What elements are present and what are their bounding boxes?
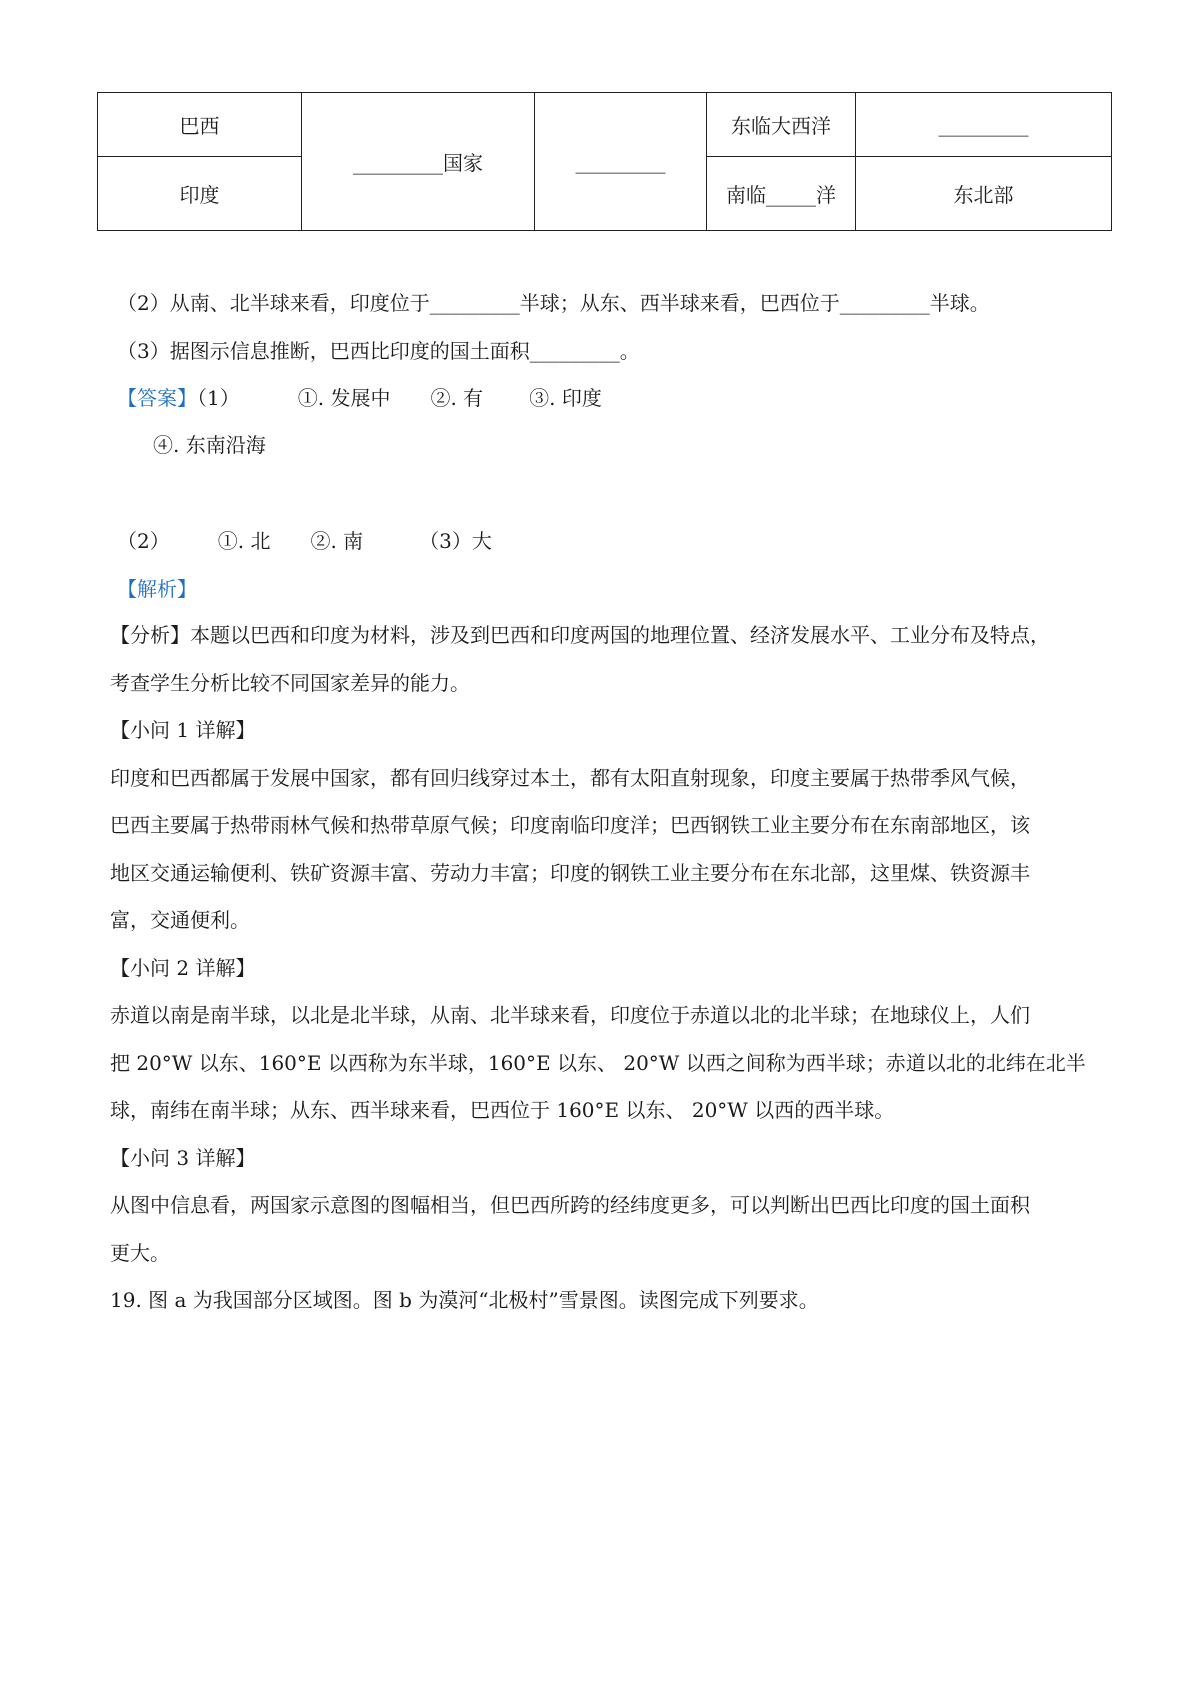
cell-country-type: _________国家 [302,93,535,231]
sub3-line: 从图中信息看，两国家示意图的图幅相当，但巴西所跨的经纬度更多，可以判断出巴西比印度的国土面积 [110,1193,1030,1217]
sub3-heading: 【小问 3 详解】 [110,1145,256,1170]
answer-tag: 【答案】 [117,386,197,410]
question-2: （2）从南、北半球来看，印度位于_________半球；从东、西半球来看，巴西位于_________半球。 [117,291,990,315]
sub3-line: 更大。 [110,1240,170,1265]
cell-india-industry: 东北部 [856,157,1112,231]
sub1-line: 印度和巴西都属于发展中国家，都有回归线穿过本土，都有太阳直射现象，印度主要属于热带季风气候， [110,765,1030,790]
cell-india-ocean: 南临_____洋 [707,157,856,231]
cell-blank: _________ [535,93,707,231]
answer-line-1 [117,388,602,408]
sub1-line: 地区交通运输便利、铁矿资源丰富、劳动力丰富；印度的钢铁工业主要分布在东北部，这里煤、铁资源丰 [110,860,1030,885]
sub2-line: 赤道以南是南半球，以北是北半球，从南、北半球来看，印度位于赤道以北的北半球；在地球仪上，人们 [110,1003,1030,1027]
answer-b2: ②. 南 [310,529,364,553]
answer-part1-prefix: （1） [197,386,240,410]
answer-3: ③. 印度 [529,386,602,410]
sub1-heading: 【小问 1 详解】 [110,718,256,742]
question-3: （3）据图示信息推断，巴西比印度的国土面积_________。 [117,339,640,363]
analysis-line: 【分析】本题以巴西和印度为材料，涉及到巴西和印度两国的地理位置、经济发展水平、工业分布及特点， [110,623,1050,647]
answer-4: ④. 东南沿海 [153,433,266,457]
cell-india: 印度 [98,157,302,231]
answer-1: ①. 发展中 [297,386,391,410]
cell-brazil-ocean: 东临大西洋 [707,93,856,157]
sub2-heading: 【小问 2 详解】 [110,955,256,980]
question-19: 19. 图 a 为我国部分区域图。图 b 为漠河“北极村”雪景图。读图完成下列要求。 [110,1288,819,1312]
answer-b1: ①. 北 [217,529,271,553]
comparison-table [97,92,1112,231]
sub2-line: 把 20°W 以东、160°E 以西称为东半球，160°E 以东、 20°W 以西之间称为西半球；赤道以北的北纬在北半 [110,1050,1086,1075]
analysis-line: 考查学生分析比较不同国家差异的能力。 [110,670,470,695]
cell-brazil-industry: _________ [856,93,1112,157]
analysis-block [110,612,1110,1325]
sub1-line: 富，交通便利。 [110,908,250,932]
analysis-tag: 【解析】 [117,577,197,601]
answer-line-2 [117,531,492,551]
answer-part2-prefix: （2） [117,529,170,553]
answer-part3: （3）大 [419,529,492,553]
cell-brazil: 巴西 [98,93,302,157]
answer-2: ②. 有 [430,386,484,410]
sub2-line: 球，南纬在南半球；从东、西半球来看，巴西位于 160°E 以东、 20°W 以西的西半球。 [110,1098,895,1122]
sub1-line: 巴西主要属于热带雨林气候和热带草原气候；印度南临印度洋；巴西钢铁工业主要分布在东南部地区，该 [110,813,1030,837]
